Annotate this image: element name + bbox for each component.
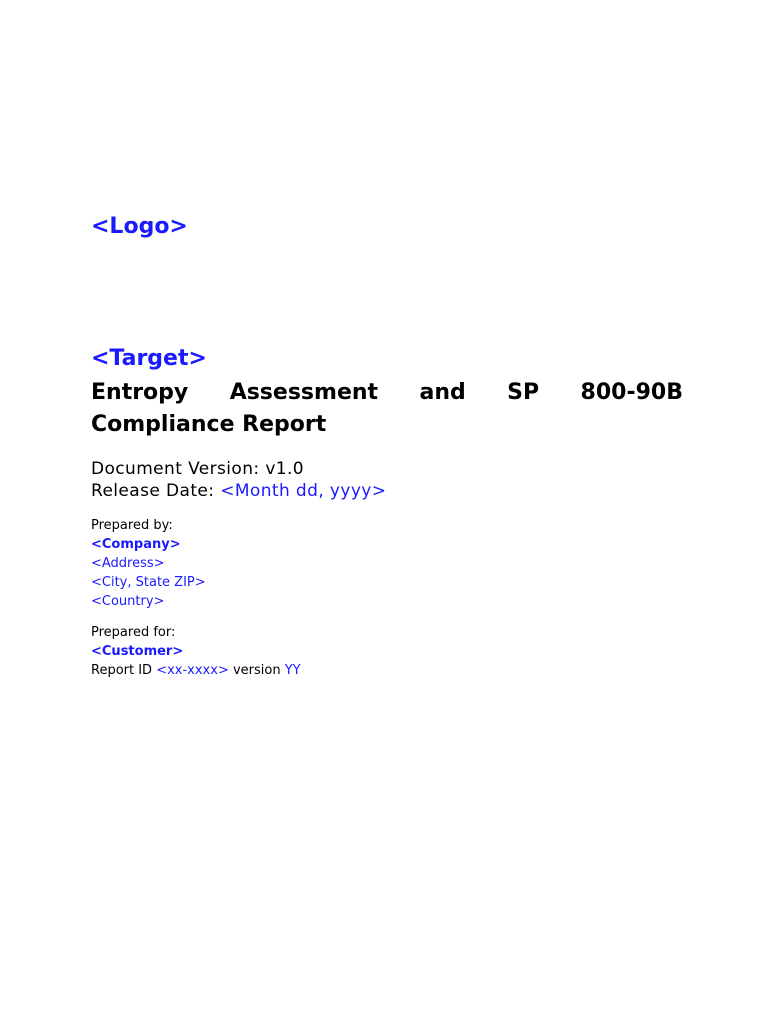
address-placeholder: <Address>	[91, 556, 165, 571]
report-id-row	[91, 661, 301, 680]
logo-placeholder: <Logo>	[91, 214, 188, 239]
title-word: Assessment	[229, 380, 379, 405]
company-placeholder: <Company>	[91, 537, 181, 552]
title-word: Entropy	[91, 380, 189, 405]
report-version-placeholder: YY	[284, 663, 301, 678]
report-title	[91, 377, 683, 441]
report-title-line-1	[91, 377, 683, 409]
document-meta	[91, 458, 386, 502]
release-date-placeholder: <Month dd, yyyy>	[220, 481, 387, 501]
title-word: and	[419, 380, 466, 405]
report-version-label: version	[228, 663, 285, 678]
release-date-row	[91, 480, 386, 502]
prepared-for-block	[91, 623, 301, 680]
report-id-label: Report ID	[91, 663, 157, 678]
city-state-zip-placeholder: <City, State ZIP>	[91, 575, 206, 590]
target-placeholder: <Target>	[91, 346, 207, 371]
report-title-line-2: Compliance Report	[91, 412, 327, 437]
report-id-placeholder: <xx-xxxx>	[156, 663, 229, 678]
prepared-by-label: Prepared by:	[91, 518, 173, 533]
country-placeholder: <Country>	[91, 594, 165, 609]
prepared-for-label: Prepared for:	[91, 625, 176, 640]
document-version: Document Version: v1.0	[91, 459, 305, 479]
title-word: 800-90B	[580, 380, 683, 405]
customer-placeholder: <Customer>	[91, 644, 184, 659]
title-word: SP	[507, 380, 540, 405]
release-date-label: Release Date:	[91, 481, 221, 501]
prepared-by-block	[91, 516, 206, 611]
